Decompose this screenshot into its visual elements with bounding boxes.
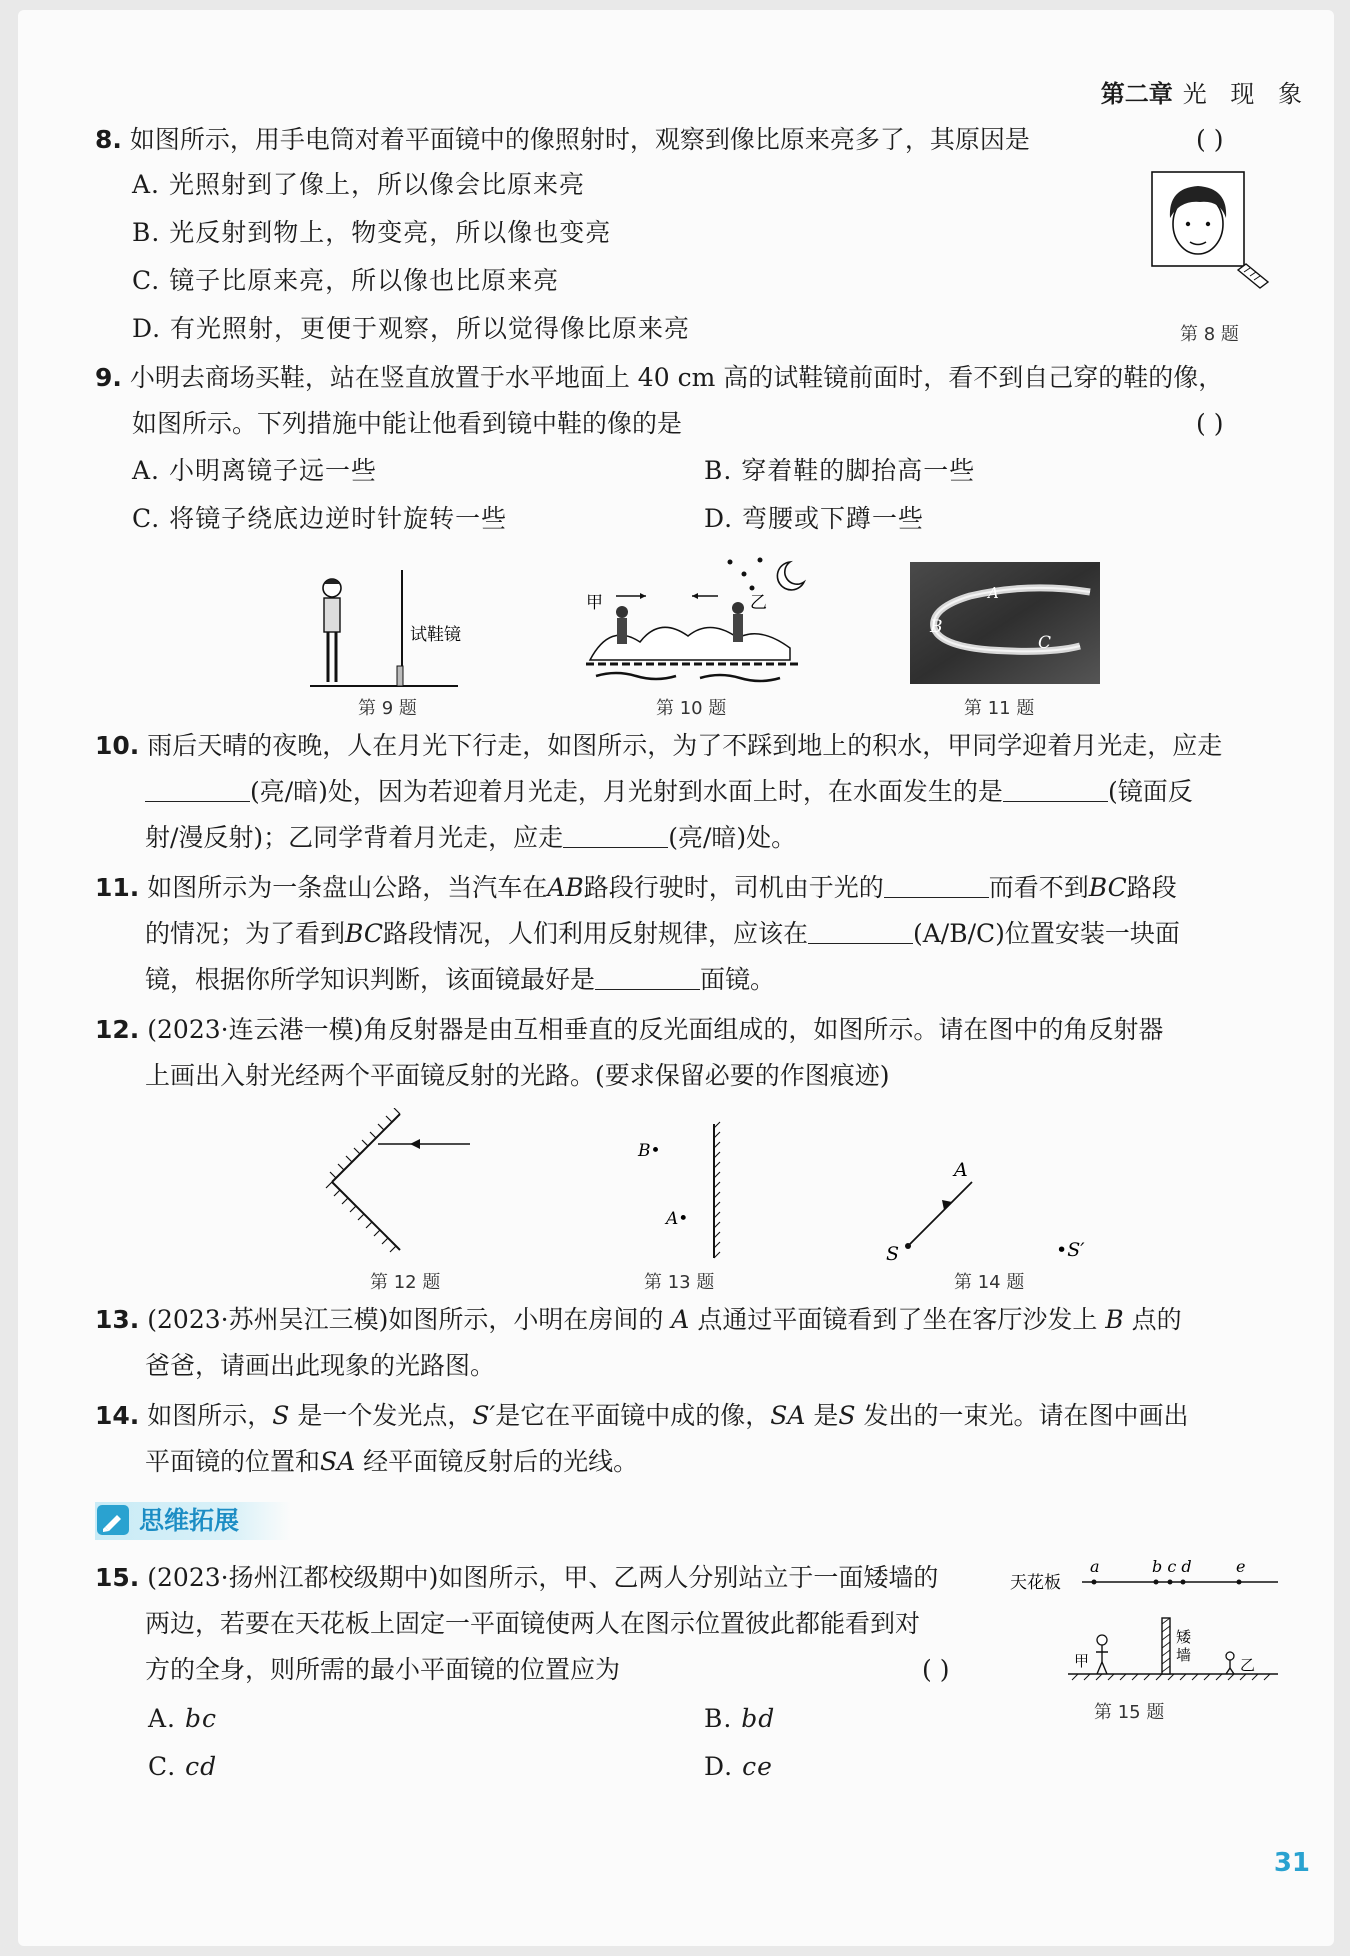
q12-number: 12. [95,1015,140,1044]
q13-text-1c: 点的 [1131,1305,1182,1334]
q8-stem-text: 如图所示，用手电筒对着平面镜中的像照射时，观察到像比原来亮多了，其原因是 [129,125,1030,154]
q10-blank-2[interactable] [1003,775,1108,802]
q15-line-2: 两边，若要在天花板上固定一平面镜使两人在图示位置彼此都能看到对 [145,1609,921,1638]
q10-text-1: 雨后天晴的夜晚，人在月光下行走，如图所示，为了不踩到地上的积水，甲同学迎着月光走，应走 [147,731,1223,760]
q14-line-2 [145,1444,638,1480]
q13-point-b: B• [638,1141,661,1161]
q8-caption: 第 8 题 [1180,324,1239,345]
q9-caption: 第 9 题 [358,698,417,719]
chapter-title: 光 现 象 [1182,80,1310,108]
q11-text-1d: 路段 [1126,873,1177,902]
q12-caption: 第 12 题 [370,1272,441,1293]
q8-stem [95,122,1030,158]
q13-point-a: A• [666,1209,689,1229]
q14-text-1d: 是 [813,1401,839,1430]
q8-number: 8. [95,125,122,154]
q11-text-2a: 的情况；为了看到 [145,919,346,948]
q10-yi-label: 乙 [750,593,767,613]
q11-blank-1[interactable] [884,871,989,898]
q10-text-3a: 射/漫反射)；乙同学背着月光走，应走 [145,823,564,852]
q14-text-1a: 如图所示， [147,1401,273,1430]
q15-option-d [704,1750,773,1784]
q9-mirror-label: 试鞋镜 [410,625,461,645]
q13-line-2: 爸爸，请画出此现象的光路图。 [145,1351,496,1380]
q11-point-c: C [1038,633,1052,653]
q14-sa: SA [770,1401,806,1430]
q14-point-s: S [886,1243,900,1265]
q14-point-s-prime: •S′ [1056,1239,1085,1261]
q13-number: 13. [95,1305,140,1334]
q10-text-3b: (亮/暗)处。 [668,823,797,852]
q10-jia-label: 甲 [586,593,603,613]
q15-ceiling-label: 天花板 [1010,1573,1061,1593]
q11-ab: AB [547,873,584,902]
q8-option-a: A. 光照射到了像上，所以像会比原来亮 [132,170,585,199]
q8-answer-paren: ( ) [1196,125,1224,154]
q14-sa-2: SA [320,1447,356,1476]
q15-jia-label: 甲 [1074,1652,1090,1670]
q15-line-3: 方的全身，则所需的最小平面镜的位置应为 [145,1655,621,1684]
q9-stem-2: 如图所示。下列措施中能让他看到镜中鞋的像的是 [132,409,683,438]
q10-blank-1[interactable] [145,775,250,802]
section-header [95,1502,291,1540]
q11-text-3a: 镜，根据你所学知识判断，该面镜最好是 [145,965,596,994]
q15-wall-label-1: 矮 [1176,1628,1192,1646]
moon-icon [777,562,804,590]
q15-yi-label: 乙 [1240,1656,1256,1674]
q11-text-3b: 面镜。 [700,965,776,994]
q12-line-2: 上画出入射光经两个平面镜反射的光路。(要求保留必要的作图痕迹) [145,1061,890,1090]
q9-stem-1 [95,360,1223,396]
q9-number: 9. [95,363,122,392]
q9-option-a: A. 小明离镜子远一些 [132,456,377,485]
q13-text-1b: 点通过平面镜看到了坐在客厅沙发上 [697,1305,1098,1334]
q13-a: A [671,1305,690,1334]
q10-text-2b: (镜面反 [1107,777,1193,806]
q9-answer-paren: ( ) [1196,409,1224,438]
q14-point-a: A [954,1159,968,1181]
q14-caption: 第 14 题 [954,1272,1025,1293]
q13-line-1 [95,1302,1182,1338]
q13-figure [630,1118,740,1260]
q8-option-c: C. 镜子比原来亮，所以像也比原来亮 [132,266,560,295]
q13-b: B [1105,1305,1124,1334]
q15-points-bcd: b c d [1152,1557,1192,1576]
q14-figure [880,1150,1100,1270]
q10-caption: 第 10 题 [656,698,727,719]
q14-s: S [272,1401,290,1430]
q9-figure [300,560,470,690]
q14-s-2: S [838,1401,856,1430]
q14-text-1e: 发出的一束光。请在图中画出 [863,1401,1189,1430]
chapter-label: 第二章 [1100,80,1173,108]
q12-figure [320,1108,480,1258]
q14-text-2b: 经平面镜反射后的光线。 [363,1447,639,1476]
q15-answer-paren: ( ) [922,1655,950,1684]
chapter-header [1101,74,1310,109]
q15-option-b [704,1702,775,1736]
q15-option-d-letter: D. [704,1752,734,1781]
q11-bc: BC [1088,873,1127,902]
q9-option-b: B. 穿着鞋的脚抬高一些 [704,456,976,485]
q15-line-1 [95,1560,938,1596]
q11-line-1 [95,870,1177,906]
q15-point-e: e [1236,1557,1246,1576]
q8-option-b: B. 光反射到物上，物变亮，所以像也变亮 [132,218,612,247]
q9-option-c: C. 将镜子绕底边逆时针旋转一些 [132,504,508,533]
q15-option-c [148,1750,217,1784]
q15-option-c-letter: C. [148,1752,177,1781]
q11-figure [910,562,1100,684]
q10-text-2a: (亮/暗)处，因为若迎着月光走，月光射到水面上时，在水面发生的是 [250,777,1003,806]
q15-option-c-value: cd [185,1752,218,1781]
q15-option-b-value: bd [741,1704,776,1733]
q11-line-3 [145,962,775,998]
q15-text-1: (2023·扬州江都校级期中)如图所示，甲、乙两人分别站立于一面矮墙的 [147,1563,939,1592]
q15-option-a-value: bc [184,1704,217,1733]
q13-caption: 第 13 题 [644,1272,715,1293]
q11-text-2c: (A/B/C)位置安装一块面 [913,919,1180,948]
q14-text-1b: 是一个发光点， [297,1401,473,1430]
q11-text-1b: 路段行驶时，司机由于光的 [583,873,884,902]
q14-number: 14. [95,1401,140,1430]
q15-option-a [148,1702,217,1736]
q10-figure [580,552,810,692]
q11-bc-2: BC [345,919,383,948]
q11-number: 11. [95,873,140,902]
q11-caption: 第 11 题 [964,698,1035,719]
q14-text-2a: 平面镜的位置和 [145,1447,321,1476]
q14-text-1c: 是它在平面镜中成的像， [495,1401,771,1430]
q10-blank-3[interactable] [563,821,668,848]
q10-number: 10. [95,731,140,760]
q9-stem-text-1: 小明去商场买鞋，站在竖直放置于水平地面上 40 cm 高的试鞋镜前面时，看不到自己穿的鞋的像， [129,363,1224,392]
q9-option-d: D. 弯腰或下蹲一些 [704,504,925,533]
q10-line-3 [145,820,796,856]
q12-line-1 [95,1012,1163,1048]
q10-line-2 [145,774,1193,810]
q14-line-1 [95,1398,1188,1434]
q15-number: 15. [95,1563,140,1592]
pencil-icon [97,1505,129,1535]
q15-figure [1008,1552,1288,1702]
q12-text-1: (2023·连云港一模)角反射器是由互相垂直的反光面组成的，如图所示。请在图中的角反射器 [147,1015,1164,1044]
q11-text-1a: 如图所示为一条盘山公路，当汽车在 [147,873,548,902]
q11-blank-3[interactable] [595,963,700,990]
q13-text-1a: (2023·苏州吴江三模)如图所示，小明在房间的 [147,1305,664,1334]
q10-line-1 [95,728,1222,764]
q15-point-a: a [1090,1557,1100,1576]
q11-blank-2[interactable] [808,917,913,944]
q11-point-b: B [930,617,943,637]
q14-s-prime: S′ [472,1401,496,1430]
q8-option-d: D. 有光照射，更便于观察，所以觉得像比原来亮 [132,314,691,343]
section-title: 思维拓展 [139,1506,240,1535]
q15-option-d-value: ce [742,1752,773,1781]
q11-point-a: A [988,584,999,602]
q15-caption: 第 15 题 [1094,1702,1165,1723]
q11-text-2b: 路段情况，人们利用反射规律，应该在 [382,919,808,948]
page-number: 31 [1273,1848,1310,1878]
q15-option-a-letter: A. [148,1704,177,1733]
q11-text-1c: 而看不到 [988,873,1089,902]
q15-option-b-letter: B. [704,1704,733,1733]
q8-figure [1140,170,1280,310]
q15-wall-label-2: 墙 [1176,1646,1192,1664]
q11-line-2 [145,916,1180,952]
